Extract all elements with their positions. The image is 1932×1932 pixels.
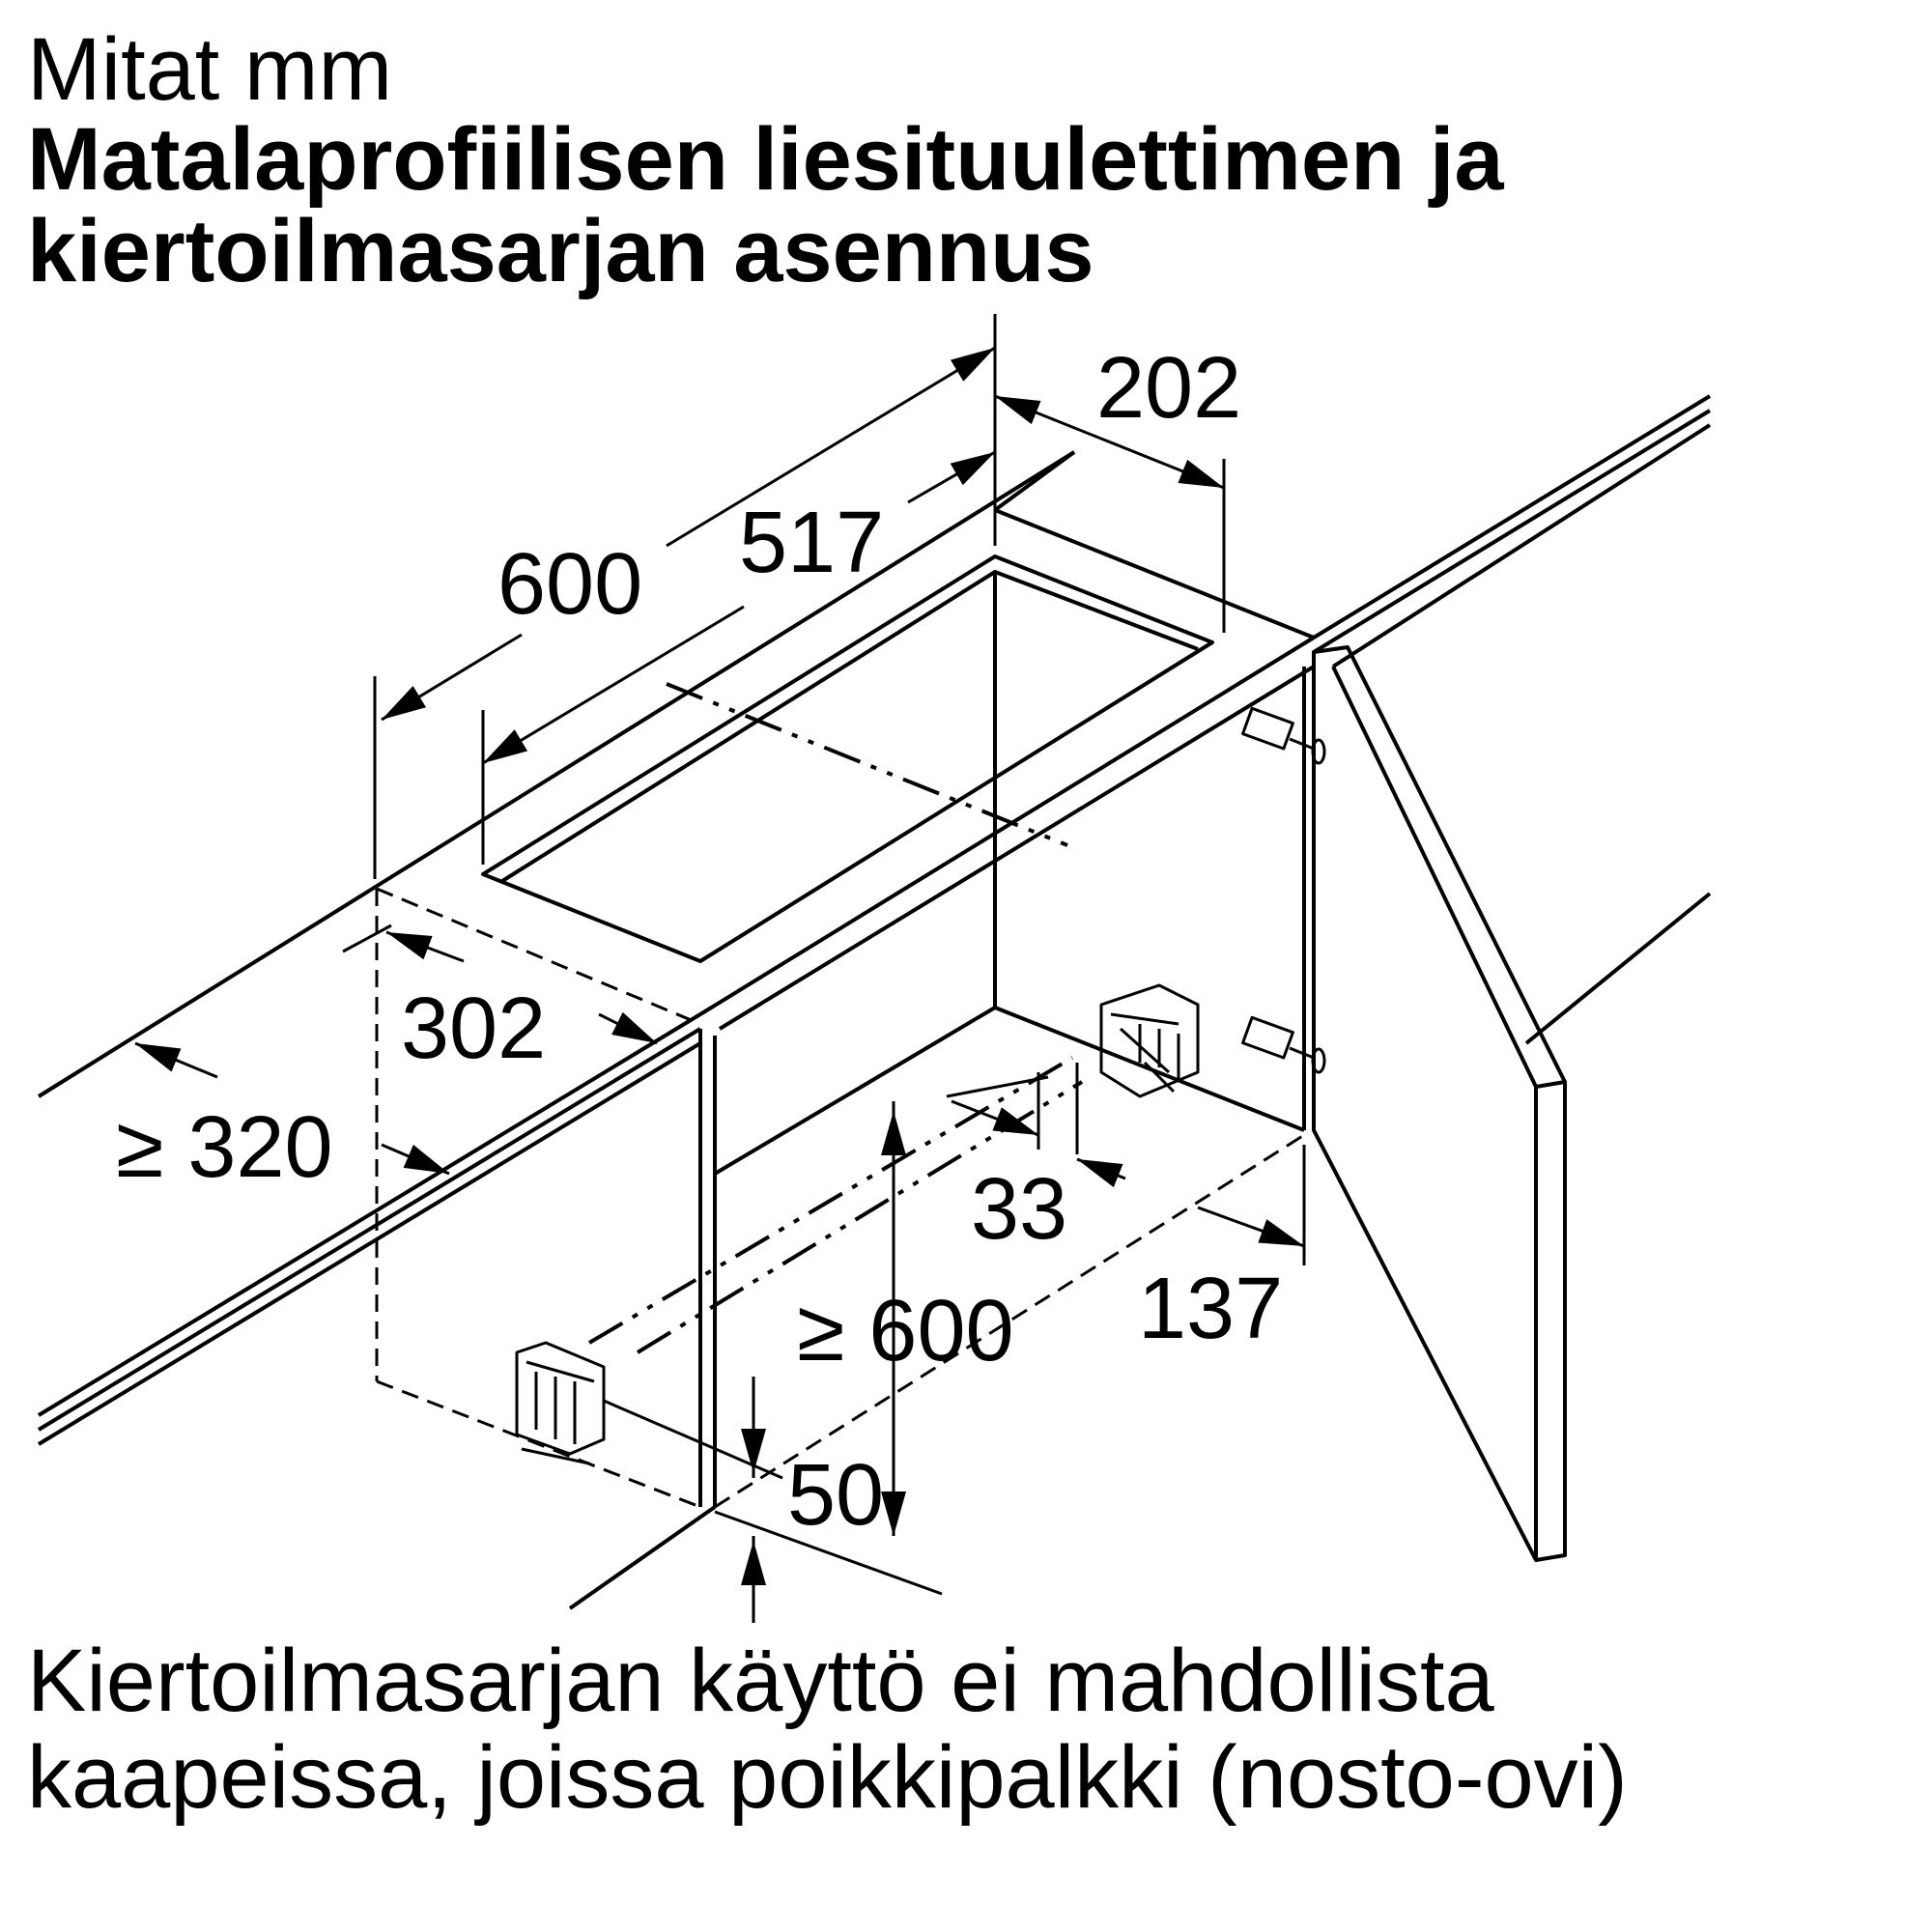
title-line-2: kiertoilmasarjan asennus	[27, 202, 1094, 300]
dim-320-min: ≥ 320	[116, 1099, 333, 1196]
dim-600-width: 600	[497, 536, 643, 633]
dim-137: 137	[1138, 1261, 1284, 1357]
cabinet-body	[570, 667, 1314, 1608]
cabinet-door	[1314, 647, 1565, 1560]
recirculation-kit-mounted	[1101, 985, 1198, 1096]
units-caption: Mitat mm	[27, 20, 393, 119]
dim-600-height-min: ≥ 600	[797, 1283, 1014, 1379]
note-line-2: kaapeissa, joissa poikkipalkki (nosto-ovi)	[27, 1728, 1628, 1827]
title-line-1: Matalaprofiilisen liesituulettimen ja	[27, 110, 1504, 209]
dim-50: 50	[787, 1447, 885, 1544]
dimension-lines	[135, 314, 1304, 1623]
note-line-1: Kiertoilmasarjan käyttö ei mahdollista	[27, 1632, 1494, 1730]
dim-202: 202	[1096, 340, 1242, 437]
dim-33: 33	[971, 1161, 1068, 1258]
recirculation-kit-floor	[517, 1343, 782, 1478]
dim-517: 517	[739, 495, 885, 591]
dim-302: 302	[401, 980, 547, 1077]
